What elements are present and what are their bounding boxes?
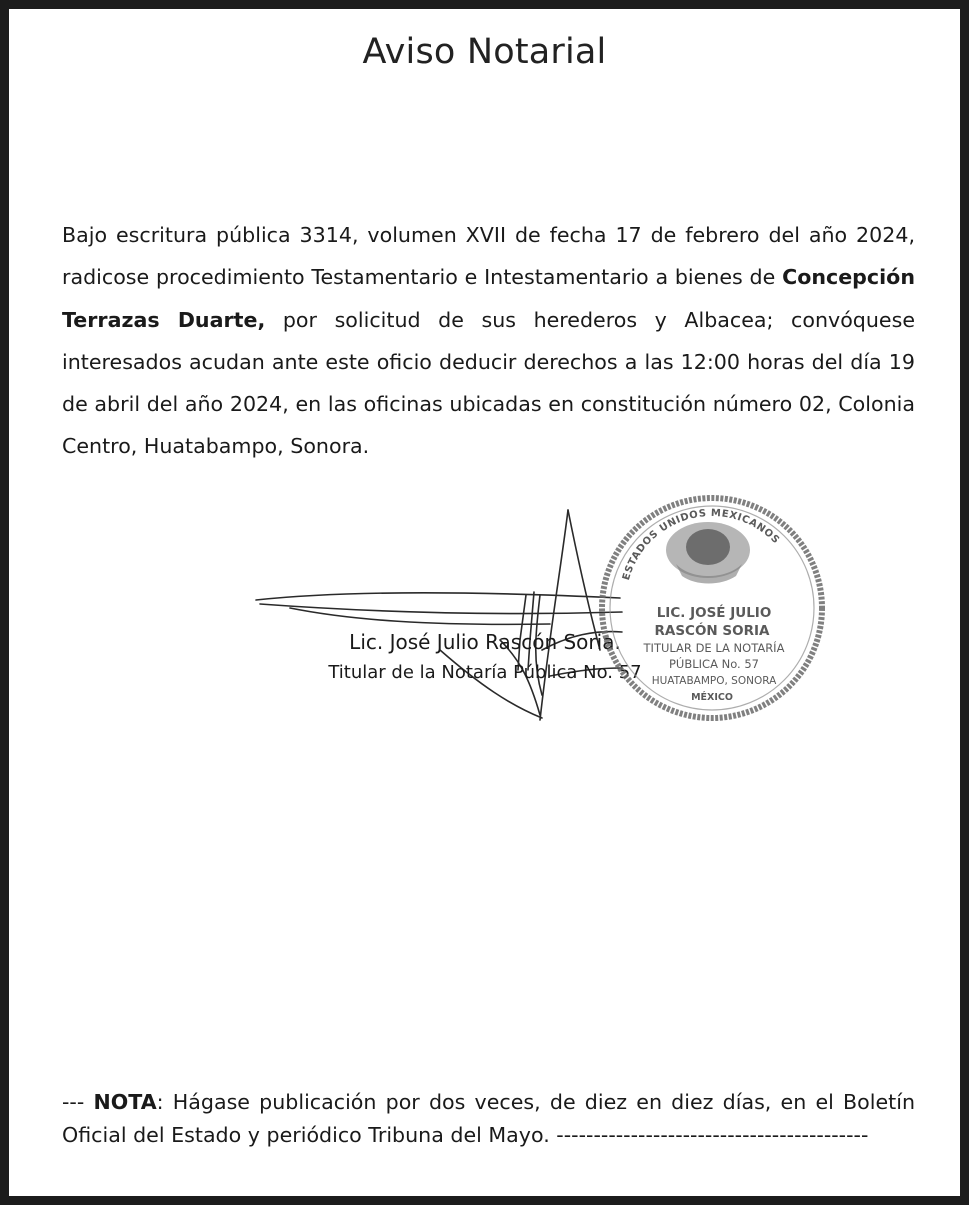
note-label: NOTA (93, 1090, 157, 1114)
body-text-part2: por solicitud de sus herederos y Albacea; convóquese interesados acudan ante este oficio deducir derechos a las 12:00 horas del día 19 de abril del año 2024, en las oficinas ubicadas en constitución número 02, Colonia Centro, Huatabampo, Sonora. (62, 307, 915, 459)
note-prefix: --- (62, 1090, 94, 1114)
publication-note (62, 1086, 915, 1152)
notice-body (62, 214, 915, 468)
document-title: Aviso Notarial (362, 32, 607, 72)
eagle-emblem-icon (666, 522, 750, 584)
seal-line-6: MÉXICO (691, 692, 733, 703)
signatory-title: Titular de la Notaría Pública No. 57 (328, 662, 642, 683)
note-text: : Hágase publicación por dos veces, de diez en diez días, en el Boletín Oficial del Estado y periódico Tribuna del Mayo. ------------------------------------------ (62, 1090, 916, 1147)
seal-line-3: TITULAR DE LA NOTARÍA (643, 641, 785, 655)
notary-seal (596, 492, 828, 724)
signatory-name: Lic. José Julio Rascón Soria. (349, 630, 621, 654)
seal-line-1: LIC. JOSÉ JULIO (656, 605, 772, 621)
seal-line-5: HUATABAMPO, SONORA (651, 675, 777, 687)
seal-line-4: PÚBLICA No. 57 (669, 657, 759, 671)
decedent-name: Concepción Terrazas Duarte, (62, 265, 915, 332)
handwritten-signature (250, 500, 630, 730)
seal-arc-text: ESTADOS UNIDOS MEXICANOS (620, 507, 782, 582)
body-text-part1: Bajo escritura pública 3314, volumen XVII de fecha 17 de febrero del año 2024, radicose procedimiento Testamentario e Intestamentario a bienes de (62, 223, 915, 290)
seal-line-2: RASCÓN SORIA (654, 623, 770, 639)
